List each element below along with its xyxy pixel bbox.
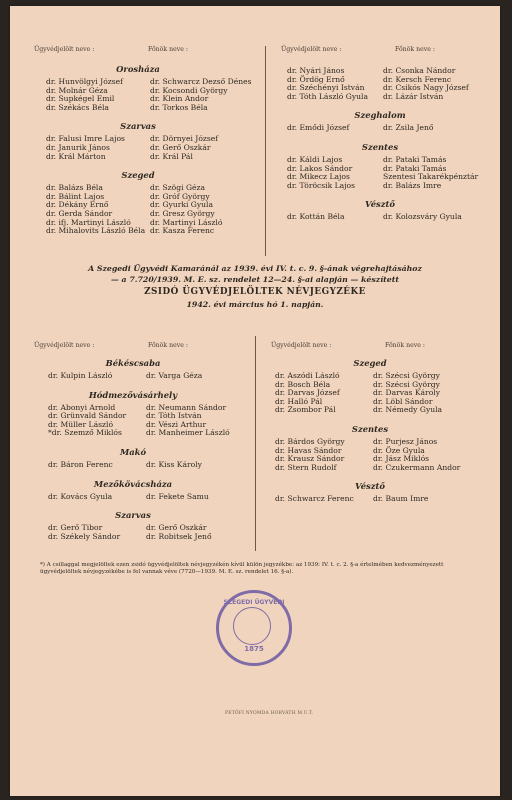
principal-name: dr. Klein Andor	[150, 94, 209, 104]
candidate-name: dr. Král Márton	[46, 151, 106, 161]
candidate-name: dr. Darvas József	[275, 388, 340, 398]
candidate-name: dr. Krausz Sándor	[275, 454, 345, 464]
city-heading: Szarvas	[120, 121, 156, 132]
column-divider-bottom	[255, 336, 256, 551]
candidate-name: dr. Müller László	[48, 419, 114, 429]
principal-name: dr. Neumann Sándor	[146, 402, 227, 412]
principal-name: dr. Pataki Tamás	[383, 163, 447, 173]
candidate-name: dr. ifj. Martinyi László	[46, 217, 131, 227]
city-heading: Szeghalom	[354, 110, 406, 121]
city-heading: Mezőkövácsháza	[93, 478, 173, 489]
principal-column-header: Főnök neve :	[385, 342, 425, 349]
candidate-name: dr. Káldi Lajos	[287, 155, 343, 164]
candidate-name: dr. Mikecz Lajos	[287, 172, 350, 182]
principal-name: dr. Pataki Tamás	[383, 155, 447, 164]
principal-name: dr. Czukermann Andor	[373, 462, 461, 472]
principal-name: dr. Kasza Ferenc	[150, 226, 215, 236]
candidate-name: dr. Falusi Imre Lajos	[46, 134, 125, 144]
candidate-name: dr. Nyári János	[287, 66, 345, 75]
principal-name: dr. Némedy Gyula	[373, 405, 443, 415]
candidate-name: *dr. Szemző Miklós	[48, 428, 122, 438]
candidate-name: dr. Bálint Lajos	[46, 191, 105, 201]
document-page	[10, 6, 500, 796]
title-line-2: — a 7.720/1939. M. E. sz. rendelet 12—24. §-ai alapján — készített	[111, 275, 399, 284]
candidate-name: dr. Gerő Tibor	[48, 523, 103, 533]
candidate-name: dr. Székács Béla	[46, 102, 109, 112]
principal-name: dr. Manheimer László	[146, 428, 230, 438]
principal-name: Szentesi Takarékpénztár	[383, 172, 479, 182]
city-heading: Vésztő	[355, 481, 385, 492]
candidate-name: dr. Kulpin László	[48, 371, 113, 380]
candidate-name: dr. Molnár Géza	[46, 85, 108, 95]
principal-name: dr. Balázs Imre	[383, 180, 442, 190]
stamp-text: SZEGEDI ÜGYVÉDI	[223, 599, 285, 606]
principal-name: dr. Szécsi György	[373, 379, 440, 389]
principal-name: dr. Vészi Arthur	[146, 419, 207, 429]
candidate-name: dr. Tóth László Gyula	[287, 91, 368, 101]
principal-name: dr. Martinyi László	[150, 217, 223, 227]
candidate-name: dr. Bárdos György	[275, 437, 345, 446]
candidate-name: dr. Bosch Béla	[275, 379, 331, 389]
city-heading: Szarvas	[115, 510, 151, 521]
principal-name: dr. Gerő Oszkár	[150, 143, 211, 152]
principal-name: dr. Darvas Károly	[373, 388, 440, 398]
city-heading: Szeged	[353, 358, 387, 368]
city-heading: Szeged	[121, 170, 155, 181]
candidate-name: dr. Grünvald Sándor	[48, 411, 127, 421]
candidate-name: dr. Havas Sándor	[275, 445, 342, 455]
candidate-name: dr. Székely Sándor	[48, 531, 121, 541]
principal-name: dr. Robitsek Jenő	[146, 531, 212, 541]
principal-name: dr. Kolozsváry Gyula	[383, 212, 462, 222]
city-heading: Békéscsaba	[105, 358, 161, 368]
principal-name: dr. Gyurki Gyula	[150, 200, 214, 210]
principal-name: dr. Lázár István	[383, 91, 444, 101]
column-divider-top	[265, 46, 266, 256]
principal-name: dr. Tóth István	[146, 411, 202, 421]
candidate-name: dr. Zsombor Pál	[275, 405, 336, 415]
city-heading: Orosháza	[116, 64, 160, 74]
chamber-stamp	[216, 590, 292, 666]
principal-name: dr. Král Pál	[150, 151, 193, 161]
principal-name: dr. Szögi Géza	[150, 183, 206, 193]
principal-name: dr. Varga Géza	[146, 371, 203, 380]
candidate-name: dr. Emődi József	[287, 123, 350, 133]
candidate-column-header: Ügyvédjelölt neve :	[34, 46, 95, 53]
principal-name: dr. Löbl Sándor	[373, 396, 433, 406]
principal-name: dr. Gerő Oszkár	[146, 523, 207, 533]
principal-name: dr. Fekete Samu	[146, 491, 209, 501]
candidate-name: dr. Lakos Sándor	[287, 163, 353, 173]
principal-name: dr. Szécsi György	[373, 371, 440, 380]
candidate-name: dr. Janurik János	[46, 143, 110, 152]
principal-column-header: Főnök neve :	[148, 342, 188, 349]
candidate-name: dr. Báron Ferenc	[48, 460, 113, 469]
candidate-name: dr. Ördög Ernő	[287, 74, 345, 84]
candidate-name: dr. Schwarcz Ferenc	[275, 494, 354, 504]
candidate-name: dr. Kottán Béla	[287, 212, 345, 222]
candidate-name: dr. Gerda Sándor	[46, 209, 113, 218]
principal-name: dr. Kiss Károly	[146, 460, 202, 469]
candidate-column-header: Ügyvédjelölt neve :	[271, 342, 332, 349]
candidate-column-header: Ügyvédjelölt neve :	[281, 46, 342, 53]
title-line-1: A Szegedi Ügyvédi Kamaránál az 1939. évi IV. t. c. 9. §-ának végrehajtásához	[88, 264, 422, 273]
principal-name: dr. Torkos Béla	[150, 102, 208, 112]
principal-name: dr. Kocsondi György	[150, 85, 228, 95]
candidate-name: dr. Kovács Gyula	[48, 491, 113, 501]
principal-name: dr. Baum Imre	[373, 494, 429, 504]
principal-name: dr. Csikós Nagy József	[383, 83, 469, 93]
candidate-name: dr. Széchényi István	[287, 83, 365, 93]
principal-column-header: Főnök neve :	[395, 46, 435, 53]
stamp-inner-ring	[233, 607, 271, 645]
stamp-year: 1875	[244, 645, 264, 653]
candidate-name: dr. Mihalovits László Béla	[46, 226, 146, 236]
printer-imprint: PETŐFI NYOMDA HORVÁTH M.U.T.	[225, 711, 314, 716]
candidate-name: dr. Balázs Béla	[46, 183, 103, 193]
city-heading: Makó	[119, 447, 147, 457]
candidate-name: dr. Dékány Ernő	[46, 200, 109, 210]
principal-name: dr. Öze Gyula	[373, 445, 425, 455]
document-date: 1942. évi március hó 1. napján.	[186, 300, 324, 309]
principal-name: dr. Jász Miklós	[373, 454, 430, 464]
candidate-name: dr. Hunvölgyi József	[46, 77, 123, 86]
candidate-name: dr. Töröcsik Lajos	[287, 180, 356, 190]
city-heading: Vésztő	[365, 199, 395, 210]
principal-name: dr. Kersch Ferenc	[383, 74, 452, 84]
candidate-name: dr. Abonyi Arnold	[48, 402, 116, 412]
principal-column-header: Főnök neve :	[148, 46, 188, 53]
footnote: *) A csillaggal megjelöltek ezen zsidó ügyvédjelöltek névjegyzékén kívül külön jegyzékbe: az 1939: IV. t. c. 2. §-a értelmében kedvezményezett ügyvédjelöltek névjegyzékébe is fel vannak véve (7720—1939. M. E. sz. rendelet 16. §-a).	[40, 562, 444, 576]
principal-name: dr. Zsila Jenő	[383, 123, 434, 133]
principal-name: dr. Dörnyei József	[150, 134, 219, 144]
document-title: ZSIDÓ ÜGYVÉDJELÖLTEK NÉVJEGYZÉKE	[144, 287, 366, 297]
city-heading: Hódmezővásárhely	[88, 389, 178, 400]
candidate-name: dr. Stern Rudolf	[275, 462, 337, 472]
principal-name: dr. Gróf György	[150, 191, 210, 201]
candidate-name: dr. Supkégel Emil	[46, 94, 115, 104]
candidate-name: dr. Aszódi László	[275, 371, 340, 380]
city-heading: Szentes	[361, 142, 399, 152]
candidate-name: dr. Halló Pál	[275, 396, 323, 406]
city-heading: Szentes	[351, 424, 389, 434]
principal-name: dr. Schwarcz Dezső Dénes	[150, 77, 252, 86]
principal-name: dr. Csonka Nándor	[383, 66, 456, 75]
principal-name: dr. Purjesz János	[373, 437, 438, 446]
candidate-column-header: Ügyvédjelölt neve :	[34, 342, 95, 349]
principal-name: dr. Gresz György	[150, 209, 215, 218]
